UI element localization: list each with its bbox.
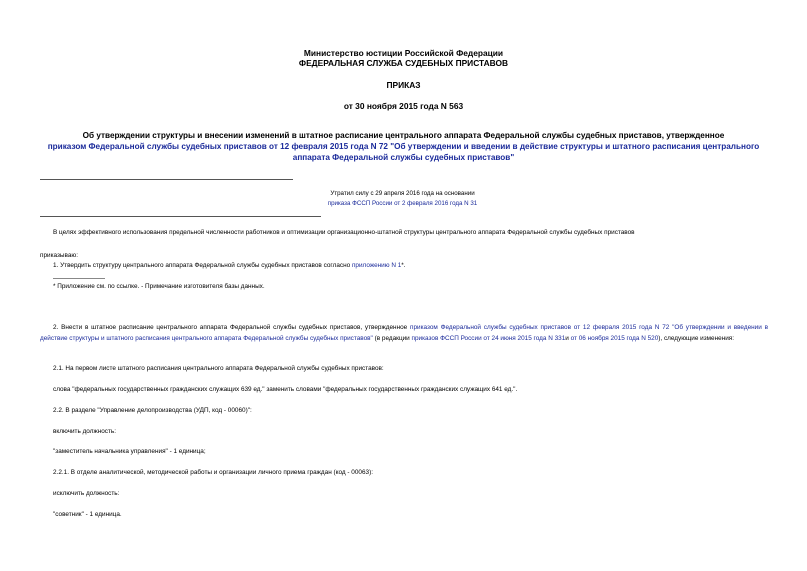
item-1-text: 1. Утвердить структуру центрального аппарата Федеральной службы судебных приставов согласно xyxy=(53,262,352,269)
item-2-mid: (в редакции xyxy=(372,334,412,342)
lost-force-link[interactable]: приказа ФССП России от 2 февраля 2016 года N 31 xyxy=(327,200,478,207)
doc-title-link[interactable]: приказом Федеральной службы судебных приставов от 12 февраля 2015 года N 72 "Об утверждении и введении в действие структуры и штатного расписания центрального аппарата Федеральной службы судебных приставов" xyxy=(47,142,760,162)
lost-force-note xyxy=(290,189,515,209)
document-header xyxy=(0,48,807,68)
item-2-1-words: слова "федеральных государственных гражданских служащих 639 ед." заменить словами "федеральных государственных гражданских служащих 641 ед.". xyxy=(53,386,518,393)
item-2-link-2[interactable]: приказов ФССП России от 24 июня 2015 года N 331 xyxy=(411,334,566,342)
order-word: приказываю: xyxy=(40,252,78,259)
doc-type: ПРИКАЗ xyxy=(386,80,421,90)
item-2-2-1: 2.2.1. В отделе аналитической, методической работы и организации личного приема граждан (код - 00063): xyxy=(53,469,373,476)
footnote: * Приложение см. по ссылке. - Примечание изготовителя базы данных. xyxy=(53,283,265,290)
footnote-divider xyxy=(53,278,105,279)
advisor-position: "советник" - 1 единица. xyxy=(53,511,122,518)
ministry-name: Министерство юстиции Российской Федерации xyxy=(303,48,504,58)
service-name: ФЕДЕРАЛЬНАЯ СЛУЖБА СУДЕБНЫХ ПРИСТАВОВ xyxy=(298,58,509,68)
divider-bottom xyxy=(40,216,321,217)
exclude-position: исключить должность: xyxy=(53,490,120,497)
item-2-1: 2.1. На первом листе штатного расписания центрального аппарата Федеральной службы судебных приставов: xyxy=(53,365,384,372)
item-1-link[interactable]: приложению N 1 xyxy=(351,262,402,269)
lost-force-text: Утратил силу с 29 апреля 2016 года на основании xyxy=(330,190,475,197)
intro-paragraph: В целях эффективного использования предельной численности работников и оптимизации организационно-штатной структуры центрального аппарата Федеральной службы судебных приставов xyxy=(53,229,635,236)
item-2-2: 2.2. В разделе "Управление делопроизводства (УДП, код - 00060)": xyxy=(53,407,252,414)
deputy-position: "заместитель начальника управления" - 1 единица; xyxy=(53,448,206,455)
item-1-tail: *. xyxy=(401,262,406,269)
doc-date: от 30 ноября 2015 года N 563 xyxy=(343,101,464,111)
doc-title-text: Об утверждении структуры и внесении изменений в штатное расписание центрального аппарата Федеральной службы судебных приставов, утвержденное xyxy=(82,131,725,140)
item-2-tail: ), следующие изменения: xyxy=(658,334,735,342)
item-2-link-3[interactable]: от 06 ноября 2015 года N 520 xyxy=(570,334,659,342)
item-2-link[interactable]: приказом Федеральной службы судебных приставов от 12 февраля 2015 года N 72 "Об утверждении и введении в действие структуры и штатного расписания центрального аппарата Федеральной службы судебных приставов" xyxy=(40,324,768,342)
include-position: включить должность: xyxy=(53,428,117,435)
item-1 xyxy=(53,261,406,271)
divider-top xyxy=(40,179,293,180)
item-2-text: 2. Внести в штатное расписание центрального аппарата Федеральной службы судебных приставов, утвержденное xyxy=(53,324,411,331)
doc-title xyxy=(40,130,767,163)
item-2-mid-2: и xyxy=(565,334,571,342)
item-2 xyxy=(40,323,768,344)
